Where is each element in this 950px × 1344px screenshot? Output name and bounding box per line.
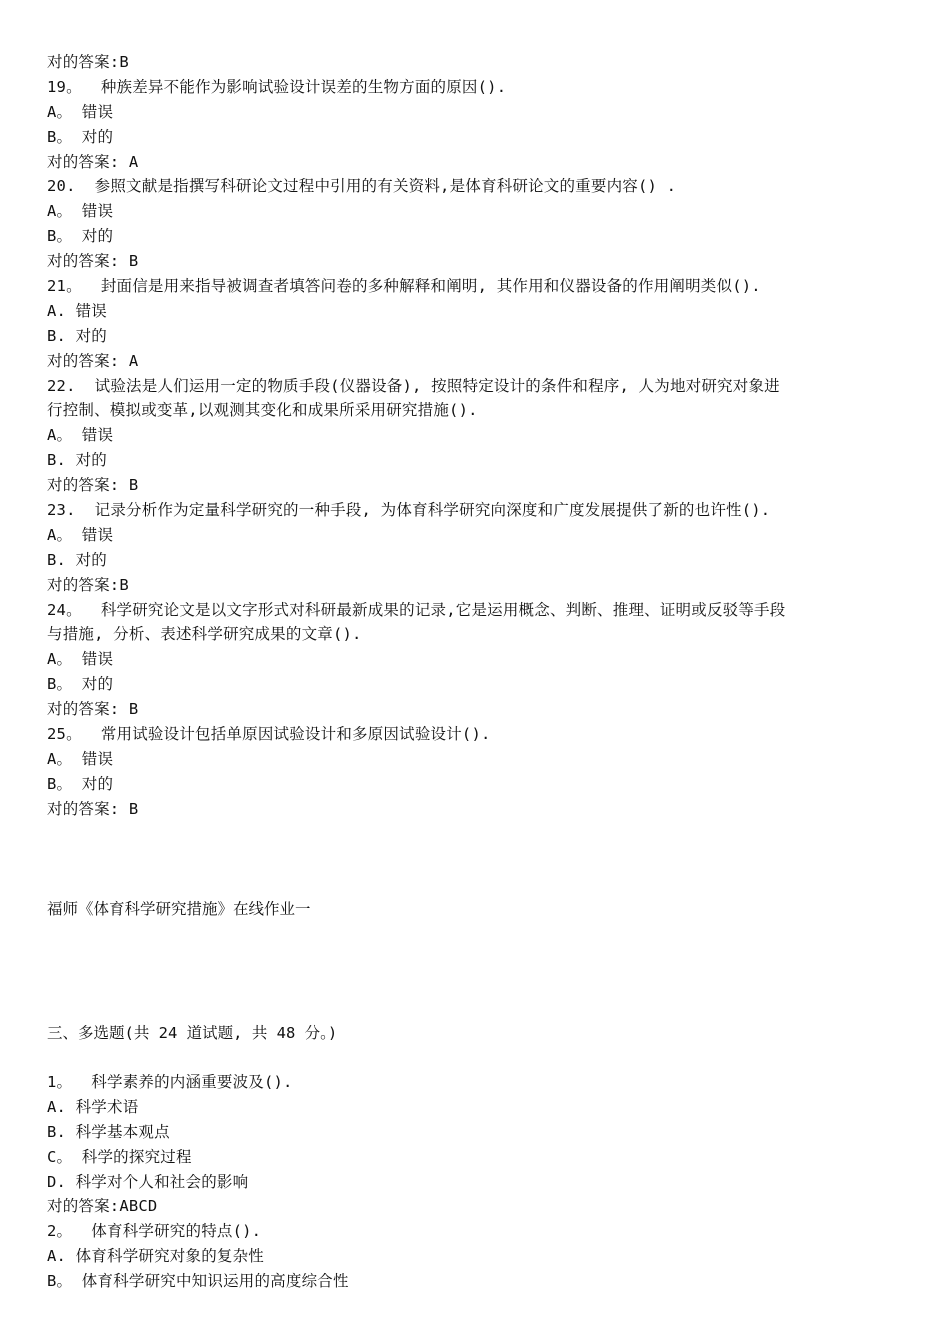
question-22-cont: 行控制、模拟或变革,以观测其变化和成果所采用研究措施(). — [47, 401, 478, 420]
question-block-2 — [47, 1070, 917, 1294]
question-2: 2。 体育科学研究的特点(). — [47, 1222, 262, 1241]
option-a: A。 错误 — [47, 525, 114, 544]
question-25: 25。 常用试验设计包括单原因试验设计和多原因试验设计(). — [47, 725, 491, 744]
question-24: 24。 科学研究论文是以文字形式对科研最新成果的记录,它是运用概念、判断、推理、证明或反驳等手段 — [47, 600, 786, 619]
option-b: B. 对的 — [47, 550, 107, 569]
option-b: B. 科学基本观点 — [47, 1122, 170, 1141]
answer-line: 对的答案: A — [47, 152, 139, 171]
answer-line: 对的答案:B — [47, 575, 129, 594]
option-a: A。 错误 — [47, 102, 114, 121]
question-19: 19。 种族差异不能作为影响试验设计误差的生物方面的原因(). — [47, 77, 507, 96]
section-title: 福师《体育科学研究措施》在线作业一 — [47, 900, 311, 918]
option-b: B. 对的 — [47, 451, 107, 470]
answer-line: 对的答案:B — [47, 53, 129, 71]
option-b: B。 对的 — [47, 127, 114, 146]
option-a: A. 科学术语 — [47, 1097, 139, 1116]
answer-line: 对的答案: B — [47, 476, 139, 495]
option-a: A。 错误 — [47, 650, 114, 669]
option-b: B。 对的 — [47, 227, 114, 246]
answer-line: 对的答案:ABCD — [47, 1197, 158, 1216]
question-23: 23. 记录分析作为定量科学研究的一种手段, 为体育科学研究向深度和广度发展提供了新的也许性(). — [47, 501, 771, 520]
option-b: B. 对的 — [47, 326, 107, 345]
option-a: A. 体育科学研究对象的复杂性 — [47, 1247, 264, 1266]
question-21: 21。 封面信是用来指导被调查者填答问卷的多种解释和阐明, 其作用和仪器设备的作用阐明类似(). — [47, 277, 761, 296]
answer-line: 对的答案: B — [47, 799, 139, 818]
multi-choice-header: 三、多选题(共 24 道试题, 共 48 分。) — [47, 1024, 338, 1042]
answer-line: 对的答案: B — [47, 700, 139, 719]
question-20: 20. 参照文献是指撰写科研论文过程中引用的有关资料,是体育科研论文的重要内容() . — [47, 177, 677, 196]
question-block-1 — [47, 50, 917, 822]
option-a: A。 错误 — [47, 749, 114, 768]
option-d: D. 科学对个人和社会的影响 — [47, 1172, 249, 1191]
option-b: B。 对的 — [47, 675, 114, 694]
option-a: A。 错误 — [47, 202, 114, 221]
option-b: B。 体育科学研究中知识运用的高度综合性 — [47, 1272, 349, 1291]
answer-line: 对的答案: A — [47, 351, 139, 370]
option-a: A. 错误 — [47, 301, 107, 320]
question-24-cont: 与措施, 分析、表述科学研究成果的文章(). — [47, 625, 362, 644]
option-a: A。 错误 — [47, 426, 114, 445]
option-b: B。 对的 — [47, 774, 114, 793]
option-c: C。 科学的探究过程 — [47, 1147, 192, 1166]
question-1: 1。 科学素养的内涵重要波及(). — [47, 1073, 293, 1091]
question-22: 22. 试验法是人们运用一定的物质手段(仪器设备), 按照特定设计的条件和程序, 人为地对研究对象进 — [47, 376, 780, 395]
answer-line: 对的答案: B — [47, 252, 139, 271]
